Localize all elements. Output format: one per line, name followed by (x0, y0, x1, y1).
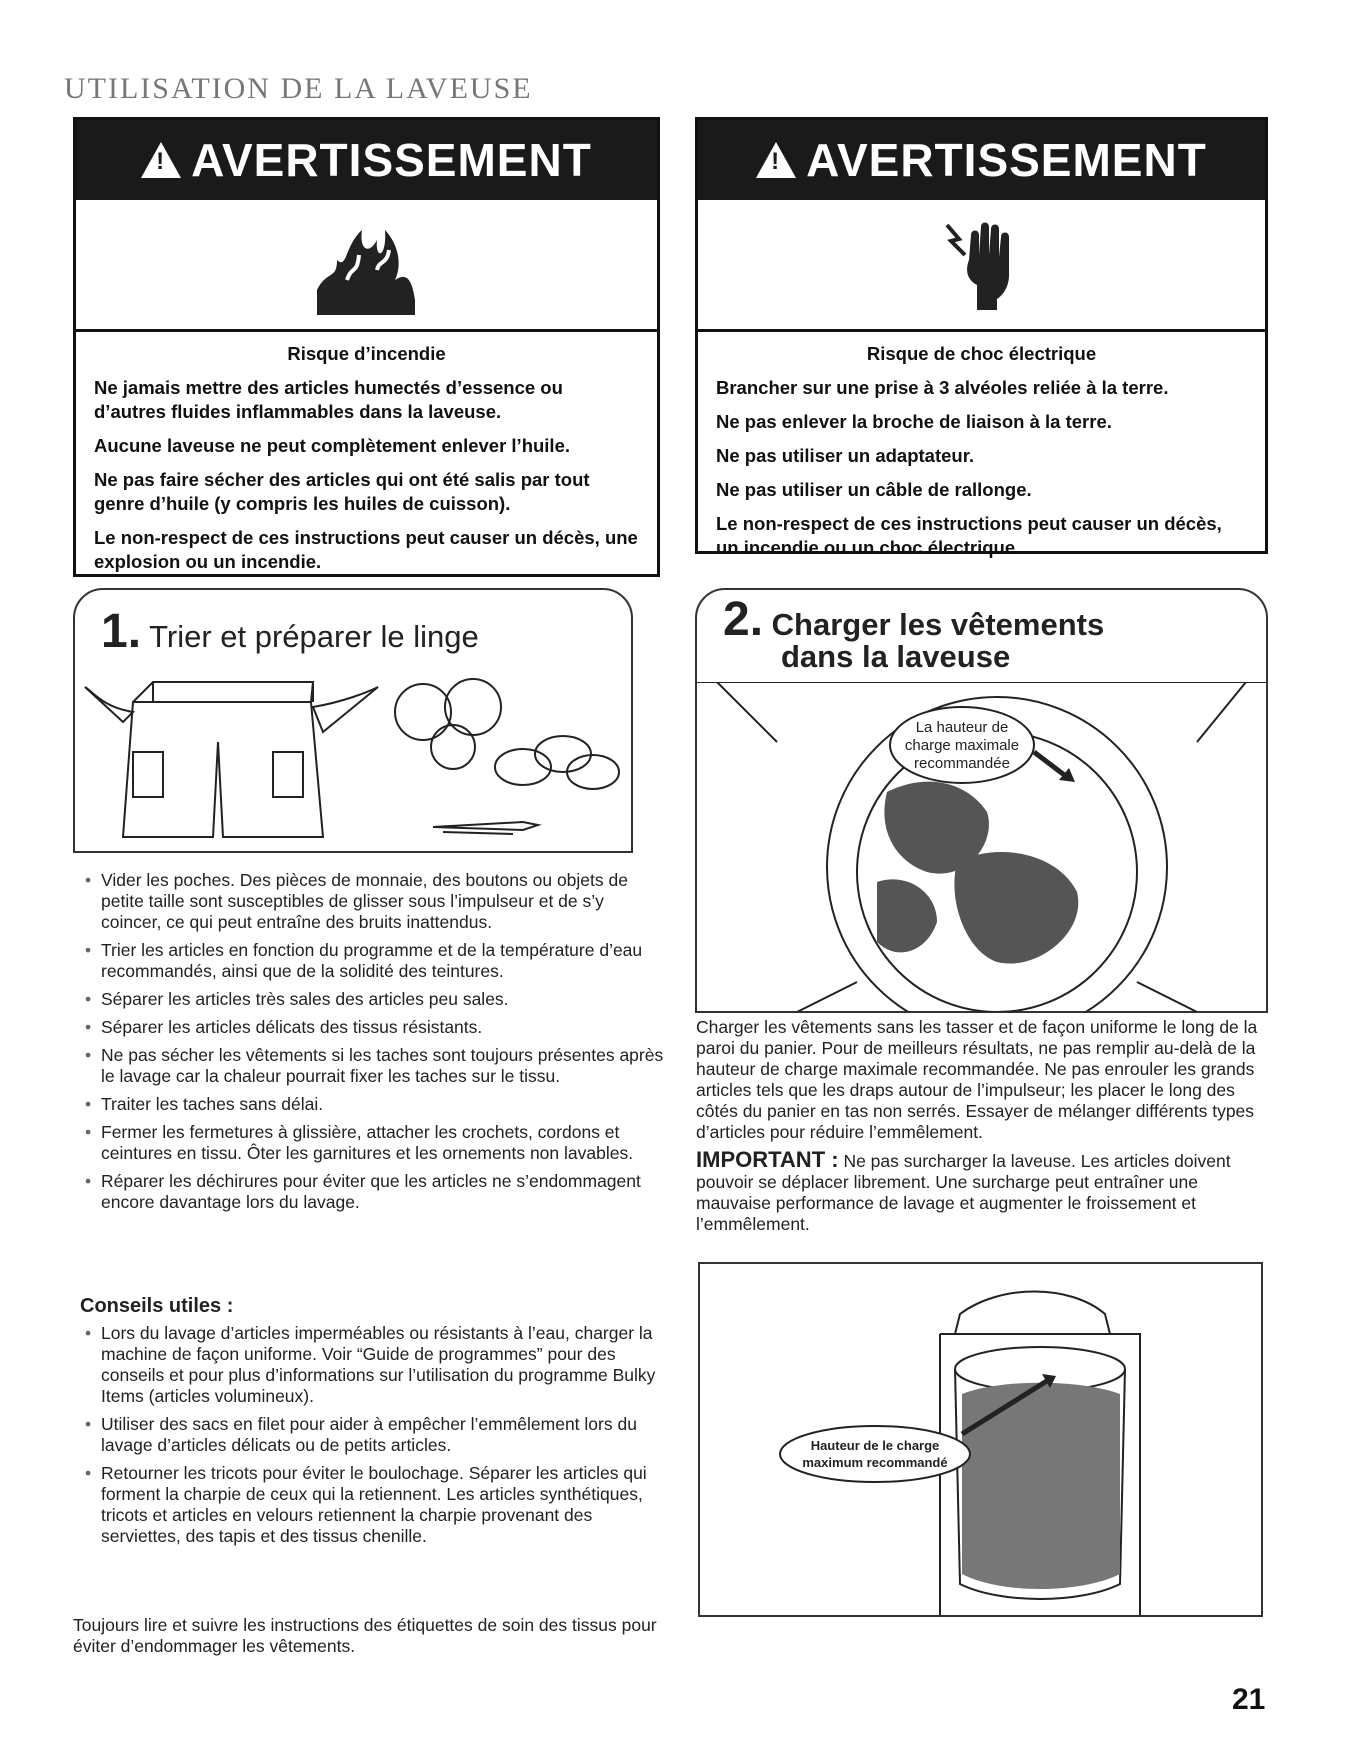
fire-warning-box (73, 117, 660, 577)
load-instructions: Charger les vêtements sans les tasser et de façon uniforme le long de la paroi du panier. Pour de meilleurs résultats, ne pas remplir au-delà de la hauteur de charge maximale recommandée. Ne pas enrouler les grands articles tels que les draps autour de l’impulseur; les placer le long des côtés du panier en tas non serrés. Essayer de mélanger différents types d’articles pour réduire l’emmêlement. (696, 1017, 1258, 1142)
step-number: 2. (723, 593, 764, 646)
step-1-heading (75, 590, 631, 659)
warning-text (76, 332, 657, 574)
warning-line: Le non-respect de ces instructions peut causer un décès, un incendie ou un choc électrique. (716, 513, 1222, 558)
warning-line: Ne pas faire sécher des articles qui ont été salis par tout genre d’huile (y compris les huiles de cuisson). (94, 469, 590, 514)
callout-line: charge maximale (904, 737, 1020, 754)
fire-illustration (76, 200, 657, 332)
list-item: • Vider les poches. Des pièces de monnaie, des boutons ou objets de petite taille sont susceptibles de glisser sous l’impulseur et de s’y coincer, ce qui peut entraîne des bruits inattendus. (85, 870, 665, 933)
warning-triangle-icon (756, 142, 796, 178)
step-1-bullet-list (85, 870, 665, 1220)
warning-line: Ne pas utiliser un câble de rallonge. (716, 479, 1032, 500)
step-title-line2: dans la laveuse (781, 639, 1011, 674)
important-label: IMPORTANT : (696, 1147, 839, 1172)
warning-line: Ne pas utiliser un adaptateur. (716, 445, 975, 466)
step-title: Trier et préparer le linge (149, 619, 479, 654)
step-2-panel (695, 588, 1268, 1013)
electric-shock-hand-icon (937, 215, 1027, 315)
warning-triangle-icon (141, 142, 181, 178)
list-item: • Séparer les articles très sales des articles peu sales. (85, 989, 665, 1010)
risk-title: Risque de choc électrique (866, 343, 1097, 364)
warning-heading: AVERTISSEMENT (806, 134, 1207, 186)
list-item: • Réparer les déchirures pour éviter que les articles ne s’endommagent encore davantage lors du lavage. (85, 1171, 665, 1213)
risk-title: Risque d’incendie (287, 343, 446, 364)
tips-heading: Conseils utiles : (80, 1295, 234, 1317)
fire-icon (307, 210, 427, 320)
step-1-panel (73, 588, 633, 853)
tips-list (85, 1323, 665, 1554)
warning-text (698, 332, 1265, 560)
list-item: • Lors du lavage d’articles imperméables ou résistants à l’eau, charger la machine de façon uniforme. Voir “Guide de programmes” pour des conseils et pour plus d’informations sur l’utilisation du programme Bulky Items (articles volumineux). (85, 1323, 665, 1407)
page-title: UTILISATION DE LA LAVEUSE (64, 72, 533, 105)
list-item: • Ne pas sécher les vêtements si les taches sont toujours présentes après le lavage car la chaleur pourrait fixer les taches sur le tissu. (85, 1045, 665, 1087)
step-title-line1: Charger les vêtements (771, 607, 1105, 642)
warning-line: Ne pas enlever la broche de liaison à la terre. (716, 411, 1112, 432)
washer-side-illustration (698, 1262, 1263, 1617)
list-item: • Séparer les articles délicats des tissus résistants. (85, 1017, 665, 1038)
list-item: • Utiliser des sacs en filet pour aider à empêcher l’emmêlement lors du lavage d’articles délicats ou de petits articles. (85, 1414, 665, 1456)
step-2-heading (697, 590, 1266, 673)
electric-warning-box (695, 117, 1268, 558)
washer-drum-illustration (697, 682, 1266, 1012)
callout-line: La hauteur de (915, 719, 1009, 736)
callout-line: maximum recommandé (802, 1455, 948, 1470)
washer-tub-image (700, 1264, 1261, 1615)
list-item: • Traiter les taches sans délai. (85, 1094, 665, 1115)
callout-line: recommandée (914, 755, 1010, 772)
warning-line: Ne jamais mettre des articles humectés d’essence ou d’autres fluides inflammables dans la laveuse. (94, 377, 563, 422)
care-label-note: Toujours lire et suivre les instructions des étiquettes de soin des tissus pour éviter d’endommager les vêtements. (73, 1615, 657, 1656)
pants-coins-illustration (83, 662, 623, 842)
important-note (696, 1149, 1266, 1235)
page-number: 21 (1232, 1683, 1266, 1716)
shock-illustration (698, 200, 1265, 332)
warning-heading: AVERTISSEMENT (191, 134, 592, 186)
warning-header (698, 120, 1265, 200)
step-number: 1. (101, 605, 142, 658)
warning-line: Le non-respect de ces instructions peut causer un décès, une explosion ou un incendie. (94, 527, 638, 572)
important-text: Ne pas surcharger la laveuse. Les articles doivent pouvoir se déplacer librement. Une surcharge peut entraîner une mauvaise performance de lavage et augmenter le froissement et l’emmêlement. (696, 1151, 1231, 1234)
list-item: • Retourner les tricots pour éviter le boulochage. Séparer les articles qui forment la charpie de ceux qui la retiennent. Les articles synthétiques, tricots et articles en velours retiennent la charpie provenant des serviettes, des tapis et des tissus chenille. (85, 1463, 665, 1547)
warning-line: Aucune laveuse ne peut complètement enlever l’huile. (94, 435, 571, 456)
warning-line: Brancher sur une prise à 3 alvéoles reliée à la terre. (716, 377, 1169, 398)
warning-header (76, 120, 657, 200)
callout-line: Hauteur de le charge (810, 1438, 940, 1453)
arrow-icon (1034, 752, 1067, 777)
list-item: • Fermer les fermetures à glissière, attacher les crochets, cordons et ceintures en tissu. Ôter les garnitures et les ornements non lavables. (85, 1122, 665, 1164)
list-item: • Trier les articles en fonction du programme et de la température d’eau recommandés, ainsi que de la solidité des teintures. (85, 940, 665, 982)
